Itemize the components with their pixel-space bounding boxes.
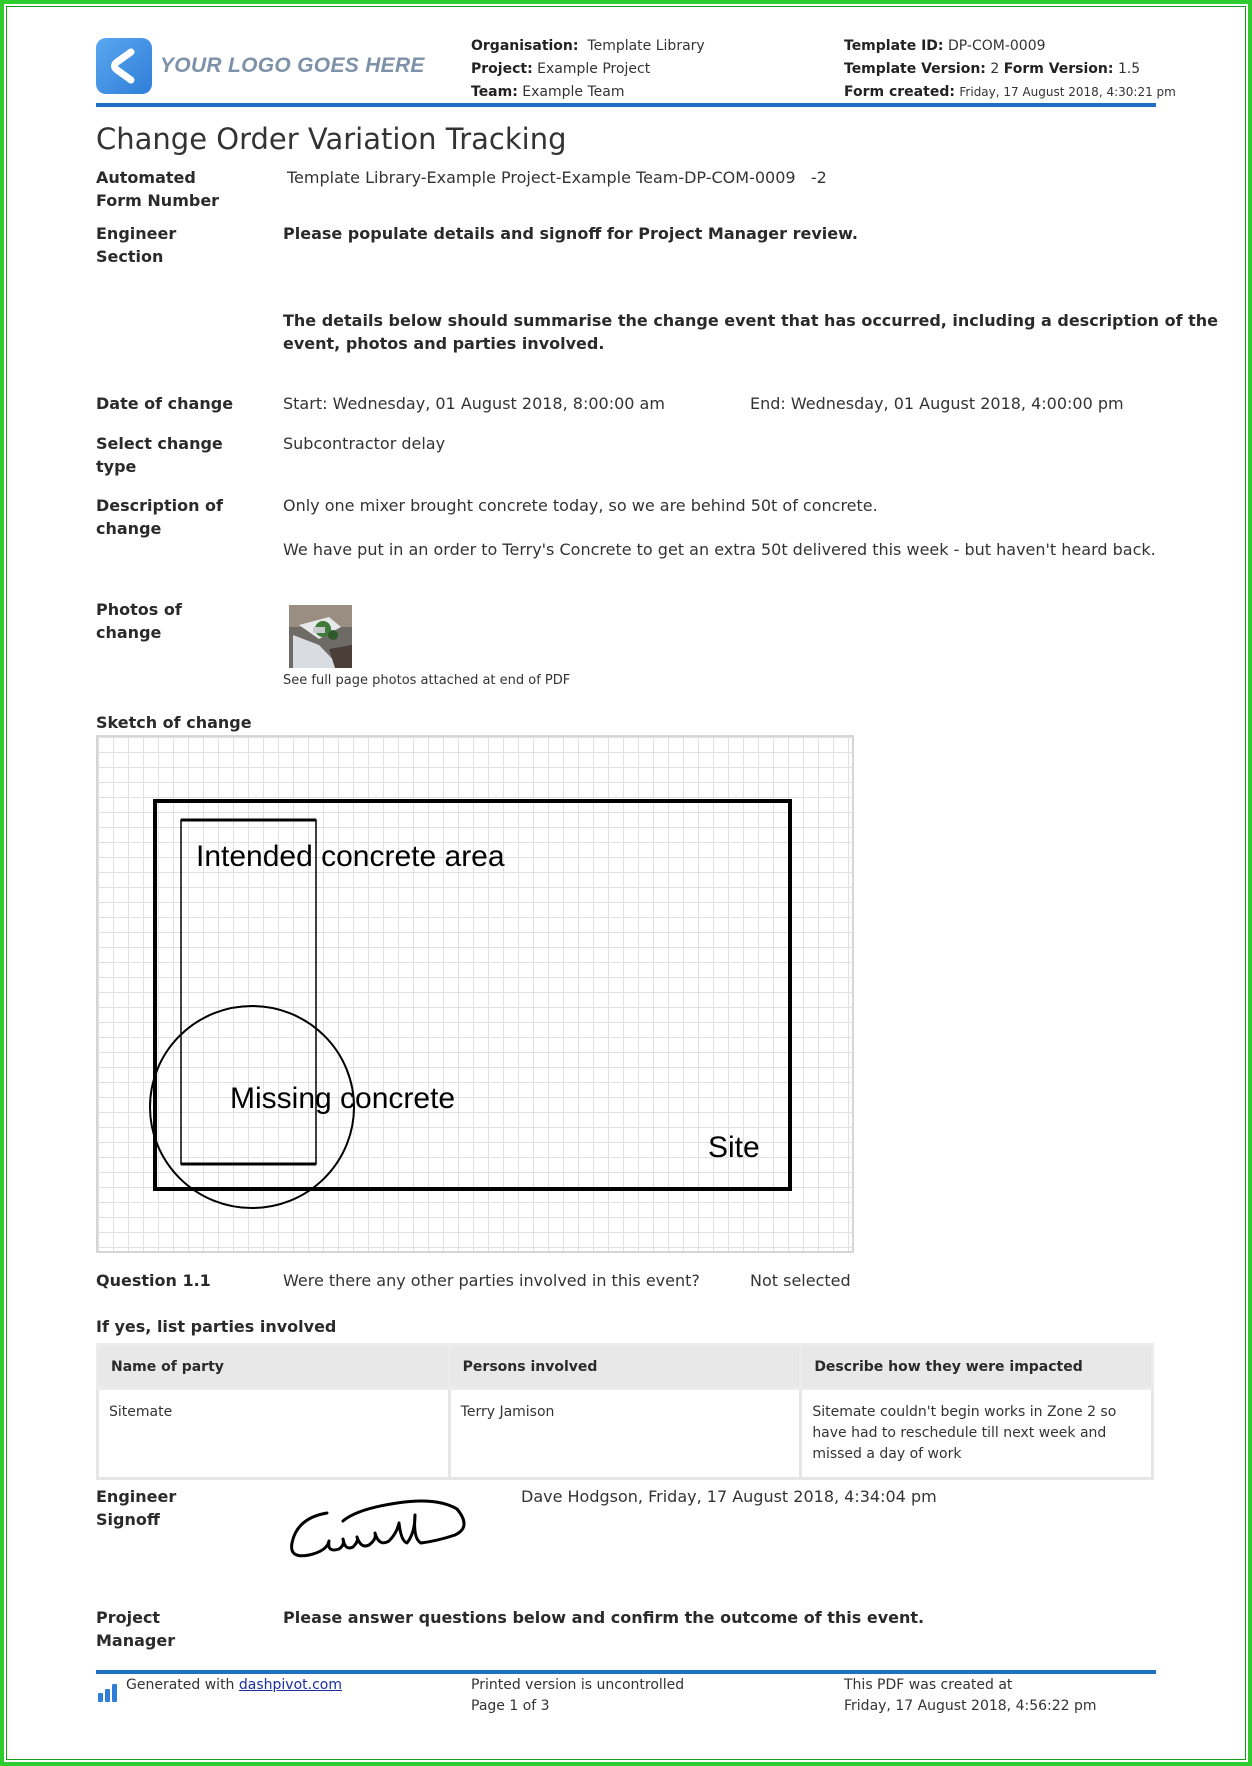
sketch-label-intended: Intended concrete area [196, 840, 505, 873]
sketch-label-missing: Missing concrete [230, 1082, 456, 1115]
footer-generated: Generated with dashpivot.com [126, 1677, 342, 1693]
description-line-2: We have put in an order to Terry's Concrete to get an extra 50t delivered this week - but haven't heard back. [283, 540, 1156, 559]
question-text: Were there any other parties involved in this event? [283, 1271, 700, 1290]
header-template-id: Template ID: DP-COM-0009 [844, 38, 1046, 54]
date-end-value: End: Wednesday, 01 August 2018, 4:00:00 pm [750, 394, 1124, 413]
date-label: Date of change [96, 394, 234, 413]
sketch-label: Sketch of change [96, 713, 252, 732]
header-organisation: Organisation: Template Library [471, 38, 705, 54]
footer-rule [96, 1670, 1156, 1674]
dashpivot-link[interactable]: dashpivot.com [238, 1677, 342, 1693]
header-impact: Describe how they were impacted [801, 1345, 1153, 1389]
header-project: Project: Example Project [471, 61, 651, 77]
change-type-value: Subcontractor delay [283, 434, 446, 453]
page-title: Change Order Variation Tracking [96, 122, 567, 156]
description-label: Description of change [96, 496, 224, 538]
header-form-created: Form created: Friday, 17 August 2018, 4:30:21 pm [844, 84, 1176, 100]
header-version: Template Version: 2 Form Version: 1.5 [844, 61, 1141, 77]
question-answer: Not selected [750, 1271, 851, 1290]
logo-text: YOUR LOGO GOES HERE [160, 54, 425, 77]
engineer-section-instruction: Please populate details and signoff for Project Manager review. [283, 224, 858, 243]
engineer-signoff-label: Engineer Signoff [96, 1487, 177, 1529]
sketch-label-site: Site [708, 1131, 760, 1164]
parties-label: If yes, list parties involved [96, 1317, 337, 1336]
date-start-value: Start: Wednesday, 01 August 2018, 8:00:00 am [283, 394, 665, 413]
pm-instruction: Please answer questions below and confirm the outcome of this event. [283, 1608, 925, 1627]
form-number-value: Template Library-Example Project-Example Team-DP-COM-0009 -2 [287, 168, 827, 187]
footer-uncontrolled: Printed version is uncontrolled Page 1 of 3 [471, 1675, 684, 1717]
photos-label: Photos of change [96, 600, 182, 642]
engineer-section-label: Engineer Section [96, 224, 177, 266]
photo-thumbnail[interactable] [289, 605, 352, 668]
table-row [98, 1389, 1153, 1479]
cell-persons: Terry Jamison [449, 1389, 801, 1479]
photos-note: See full page photos attached at end of PDF [283, 673, 571, 688]
header-persons-involved: Persons involved [449, 1345, 801, 1389]
footer-pdf-created: This PDF was created at Friday, 17 August 2018, 4:56:22 pm [844, 1677, 1097, 1714]
dashpivot-icon [98, 1684, 118, 1706]
change-type-label: Select change type [96, 434, 223, 476]
form-number-label: Automated Form Number [96, 168, 220, 210]
header-team: Team: Example Team [471, 84, 625, 100]
engineer-signature [287, 1493, 467, 1568]
header-rule [96, 103, 1156, 107]
logo-icon [96, 38, 152, 94]
question-label: Question 1.1 [96, 1271, 211, 1290]
pm-label: Project Manager [96, 1608, 176, 1650]
engineer-signed-by: Dave Hodgson, Friday, 17 August 2018, 4:34:04 pm [521, 1487, 937, 1506]
cell-party: Sitemate [98, 1389, 450, 1479]
cell-impact: Sitemate couldn't begin works in Zone 2 so have had to reschedule till next week and missed a day of work [801, 1389, 1153, 1479]
engineer-section-details: The details below should summarise the change event that has occurred, including a description of the event, photos and parties involved. [283, 311, 1219, 353]
sketch-canvas [96, 735, 854, 1253]
header-name-of-party: Name of party [98, 1345, 450, 1389]
parties-table [96, 1343, 1154, 1480]
footer-page-number: Page 1 of 3 [471, 1698, 550, 1714]
description-line-1: Only one mixer brought concrete today, so we are behind 50t of concrete. [283, 496, 878, 515]
